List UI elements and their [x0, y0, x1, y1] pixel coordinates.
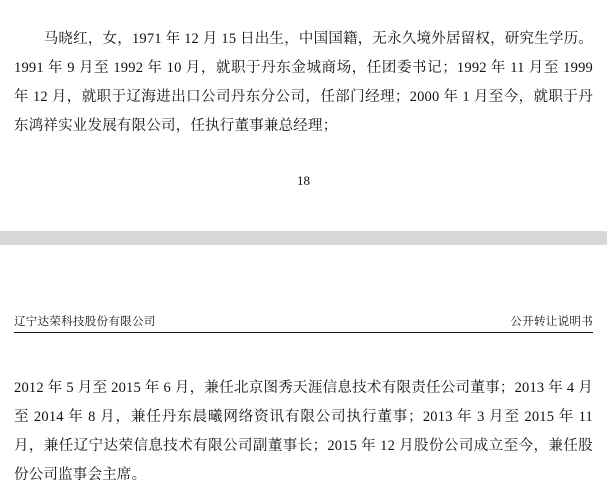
document-page-1 [0, 0, 607, 231]
page-header [14, 245, 593, 329]
document-page-2 [0, 245, 607, 493]
header-document-type: 公开转让说明书 [510, 316, 593, 328]
page-number: 18 [297, 172, 310, 188]
page-separator [0, 231, 607, 245]
paragraph: 马晓红，女，1971 年 12 月 15 日出生，中国国籍，无永久境外居留权，研究生学历。1991 年 9 月至 1992 年 10 月，就职于丹东金城商场，任团委书记；1992 年 11 月至 1999 年 12 月，就职于辽海进出口公司丹东分公司，任部门经理；2000 年 1 月至今，就职于丹东鸿祥实业发展有限公司，任执行董事兼总经理； [14, 30, 593, 134]
header-company-name: 辽宁达荣科技股份有限公司 [14, 316, 156, 328]
page-1-content [14, 0, 593, 141]
paragraph: 2012 年 5 月至 2015 年 6 月，兼任北京图秀天涯信息技术有限责任公司董事；2013 年 4 月至 2014 年 8 月，兼任丹东晨曦网络资讯有限公司执行董事；2013 年 3 月至 2015 年 11 月，兼任辽宁达荣信息技术有限公司副董事长；2015 年 12 月股份公司成立至今，兼任股份公司监事会主席。 [14, 379, 593, 483]
page-2-content [14, 333, 593, 490]
